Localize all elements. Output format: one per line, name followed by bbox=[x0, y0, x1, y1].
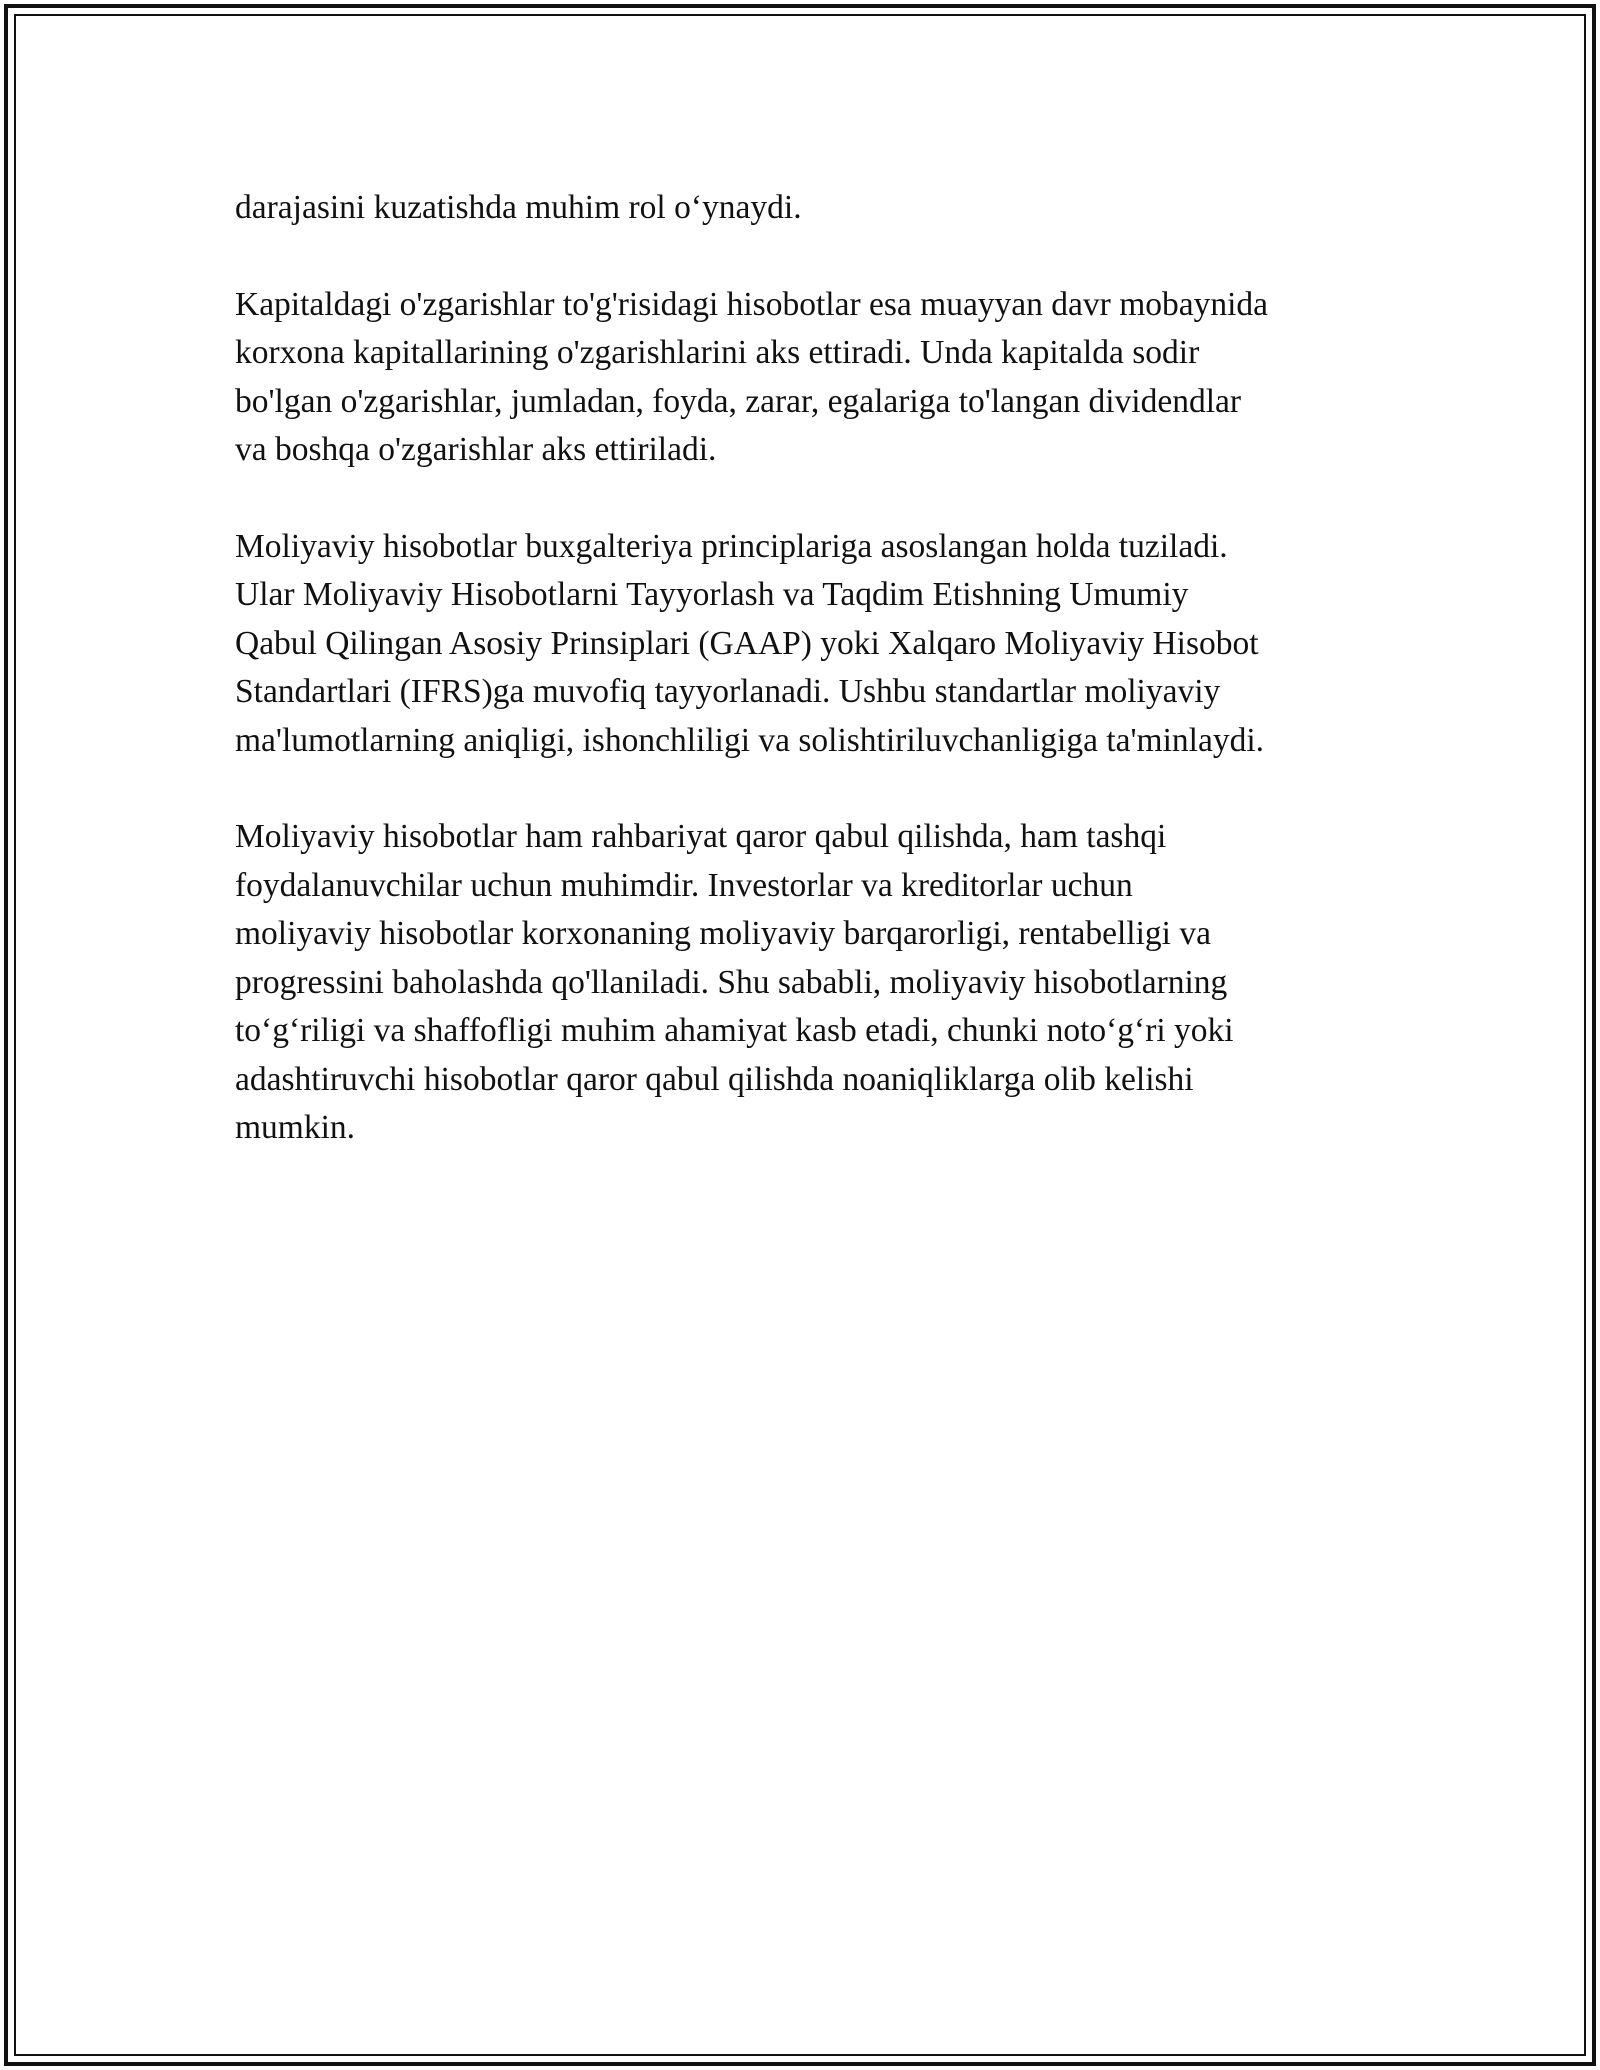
paragraph-line: Moliyaviy hisobotlar ham rahbariyat qaror qabul qilishda, ham tashqi bbox=[235, 818, 1167, 855]
paragraph-line: Standartlari (IFRS)ga muvofiq tayyorlanadi. Ushbu standartlar moliyaviy bbox=[235, 673, 1221, 710]
paragraph-1 bbox=[235, 184, 1375, 233]
document-body bbox=[235, 184, 1375, 1201]
paragraph-line: korxona kapitallarining o'zgarishlarini aks ettiradi. Unda kapitalda sodir bbox=[235, 334, 1200, 371]
paragraph-line: adashtiruvchi hisobotlar qaror qabul qilishda noaniqliklarga olib kelishi bbox=[235, 1060, 1194, 1098]
paragraph-line: foydalanuvchilar uchun muhimdir. Investorlar va kreditorlar uchun bbox=[235, 866, 1133, 904]
paragraph-line: progressini baholashda qo'llaniladi. Shu sababli, moliyaviy hisobotlarning bbox=[235, 963, 1228, 1001]
paragraph-line: bo'lgan o'zgarishlar, jumladan, foyda, zarar, egalariga to'langan dividendlar bbox=[235, 382, 1242, 420]
paragraph-2 bbox=[235, 281, 1375, 475]
paragraph-line: darajasini kuzatishda muhim rol o‘ynaydi. bbox=[235, 189, 802, 226]
paragraph-4 bbox=[235, 813, 1375, 1153]
paragraph-line: va boshqa o'zgarishlar aks ettiriladi. bbox=[235, 431, 717, 468]
paragraph-line: Moliyaviy hisobotlar buxgalteriya principlariga asoslangan holda tuziladi. bbox=[235, 527, 1228, 565]
paragraph-line: moliyaviy hisobotlar korxonaning moliyaviy barqarorligi, rentabelligi va bbox=[235, 915, 1211, 952]
paragraph-line: Ular Moliyaviy Hisobotlarni Tayyorlash va Taqdim Etishning Umumiy bbox=[235, 576, 1189, 613]
paragraph-line: to‘g‘riligi va shaffofligi muhim ahamiyat kasb etadi, chunki noto‘g‘ri yoki bbox=[235, 1012, 1234, 1049]
paragraph-3 bbox=[235, 523, 1375, 766]
paragraph-line: mumkin. bbox=[235, 1109, 356, 1146]
paragraph-line: Qabul Qilingan Asosiy Prinsiplari (GAAP) yoki Xalqaro Moliyaviy Hisobot bbox=[235, 624, 1259, 662]
paragraph-line: Kapitaldagi o'zgarishlar to'g'risidagi hisobotlar esa muayyan davr mobaynida bbox=[235, 285, 1269, 323]
paragraph-line: ma'lumotlarning aniqligi, ishonchliligi va solishtiriluvchanligiga ta'minlaydi. bbox=[235, 721, 1265, 759]
